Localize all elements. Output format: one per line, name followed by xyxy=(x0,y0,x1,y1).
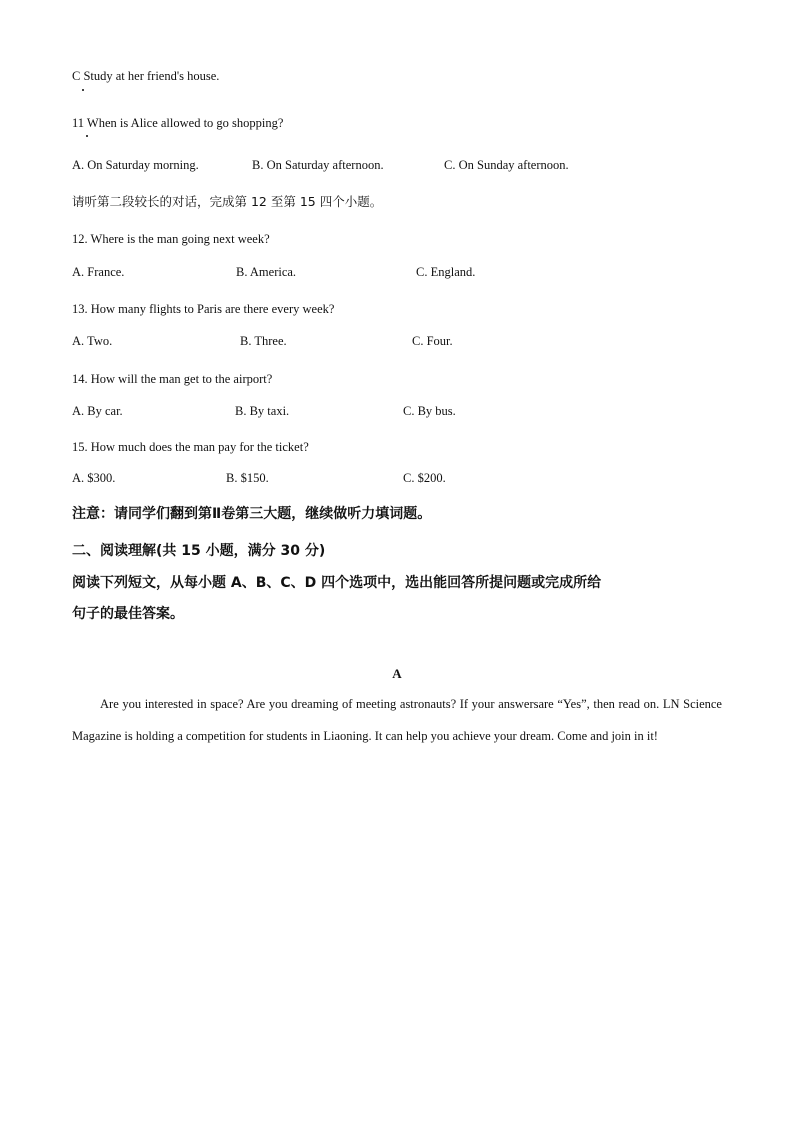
scan-dot xyxy=(86,135,88,137)
q13-option-a: A. Two. xyxy=(72,334,113,348)
part2-heading: 二、阅读理解(共 15 小题，满分 30 分) xyxy=(72,543,326,559)
q13-option-c: C. Four. xyxy=(412,334,453,348)
q10-option-c: C Study at her friend's house. xyxy=(72,69,220,83)
q11-option-c: C. On Sunday afternoon. xyxy=(444,158,569,172)
passage-text: Are you interested in space? Are you dreaming of meeting astronauts? If your answersare “Yes”, then read on. LN Science Magazine is holding a competition for students in Liaoning. It can help you achieve your dream. Come and join in it! xyxy=(72,697,722,743)
part2-instruction-line1: 阅读下列短文，从每小题 A、B、C、D 四个选项中，选出能回答所提问题或完成所给 xyxy=(72,575,602,591)
q11-option-a: A. On Saturday morning. xyxy=(72,158,199,172)
section-instruction: 请听第二段较长的对话，完成第 12 至第 15 四个小题。 xyxy=(72,194,383,209)
q12-option-a: A. France. xyxy=(72,265,125,279)
q12-option-c: C. England. xyxy=(416,265,476,279)
q11-option-b: B. On Saturday afternoon. xyxy=(252,158,384,172)
notice: 注意：请同学们翻到第Ⅱ卷第三大题，继续做听力填词题。 xyxy=(72,506,432,522)
q15-question: 15. How much does the man pay for the ticket? xyxy=(72,440,309,454)
q15-option-a: A. $300. xyxy=(72,471,116,485)
q12-question: 12. Where is the man going next week? xyxy=(72,232,270,246)
q15-option-b: B. $150. xyxy=(226,471,269,485)
part2-instruction-line2: 句子的最佳答案。 xyxy=(72,606,184,622)
q14-option-a: A. By car. xyxy=(72,404,123,418)
passage-label: A xyxy=(392,666,402,681)
q14-option-b: B. By taxi. xyxy=(235,404,290,418)
q13-option-b: B. Three. xyxy=(240,334,287,348)
q15-option-c: C. $200. xyxy=(403,471,446,485)
q12-option-b: B. America. xyxy=(236,265,297,279)
q11-question: 11 When is Alice allowed to go shopping? xyxy=(72,116,284,130)
scan-dot xyxy=(82,89,84,91)
q13-question: 13. How many flights to Paris are there every week? xyxy=(72,302,335,316)
q14-option-c: C. By bus. xyxy=(403,404,456,418)
q14-question: 14. How will the man get to the airport? xyxy=(72,372,273,386)
